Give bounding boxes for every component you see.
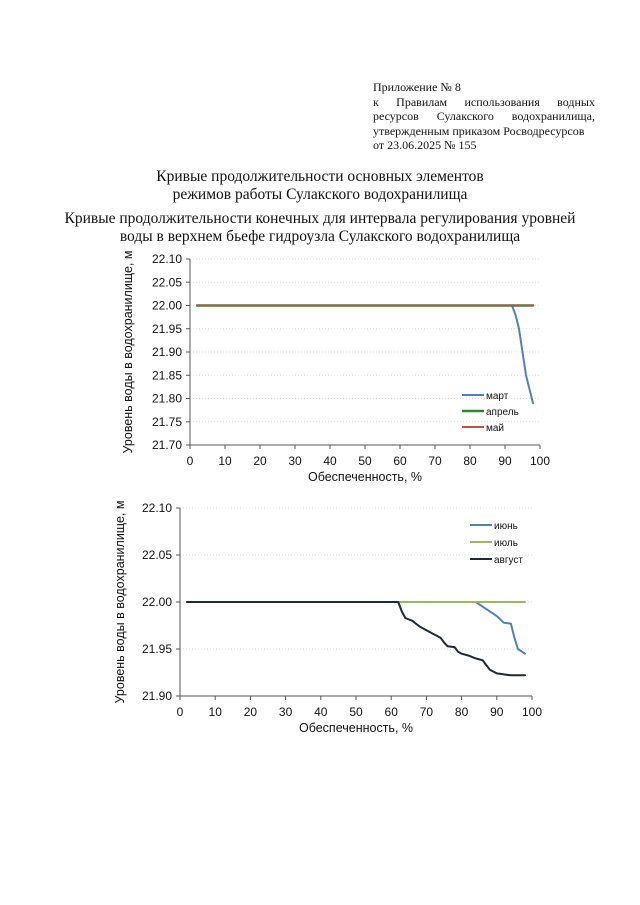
page-title-line-2: режимов работы Сулакского водохранилища [172, 186, 468, 203]
appendix-number: Приложение № 8 [373, 80, 461, 94]
chart2-x-tick-label: 50 [349, 705, 363, 719]
appendix-line-date: от 23.06.2025 № 155 [373, 138, 477, 152]
appendix-header [373, 80, 595, 153]
page-title [0, 168, 640, 204]
chart1-series-line-1 [197, 306, 533, 404]
chart2-y-tick-label: 22.00 [141, 595, 172, 609]
chart2-x-tick-label: 40 [314, 705, 328, 719]
chart2-y-tick-label: 21.90 [141, 689, 172, 703]
chart1-x-tick-label: 40 [323, 454, 337, 468]
chart1-y-tick-label: 21.80 [151, 391, 182, 406]
page-title-line-1: Кривые продолжительности основных элементов [156, 168, 484, 185]
chart-march-may [0, 245, 640, 490]
chart1-y-tick-label: 22.10 [151, 252, 182, 266]
chart2-x-axis-title: Обеспеченность, % [298, 721, 414, 735]
chart2-legend-label-3: август [494, 555, 523, 566]
chart1-x-tick-label: 50 [358, 454, 372, 468]
chart2-x-tick-label: 0 [176, 705, 184, 719]
chart2-x-tick-label: 20 [243, 705, 258, 719]
chart1-x-tick-label: 60 [393, 454, 407, 468]
chart1-x-tick-label: 10 [218, 454, 232, 468]
chart1-y-tick-label: 21.75 [151, 414, 182, 429]
chart1-y-tick-label: 22.05 [151, 275, 182, 290]
chart2-y-tick-label: 22.05 [141, 548, 172, 562]
chart1-x-tick-label: 80 [463, 454, 477, 468]
chart2-x-tick-label: 80 [454, 705, 469, 719]
chart1-x-tick-label: 100 [529, 454, 551, 468]
section-title-line-1: Кривые продолжительности конечных для интервала регулирования уровней [64, 210, 576, 227]
chart2-x-tick-label: 30 [278, 705, 293, 719]
chart2-y-axis-title: Уровень воды в водохранилище, м [113, 500, 127, 704]
chart2-x-tick-label: 90 [490, 705, 504, 719]
chart1-x-tick-label: 90 [498, 454, 512, 468]
chart1-x-tick-label: 30 [288, 454, 302, 468]
chart1-legend-label-2: апрель [486, 407, 519, 418]
appendix-line-order: утвержденным приказом Росводресурсов [373, 123, 585, 138]
chart1-y-tick-label: 21.90 [151, 345, 182, 359]
chart-june-august [0, 495, 640, 750]
chart2-y-tick-label: 21.95 [141, 642, 172, 656]
chart2-x-tick-label: 10 [208, 705, 222, 719]
chart2-x-tick-label: 100 [521, 705, 543, 719]
chart1-legend-label-1: март [486, 391, 509, 402]
appendix-line-reservoir: ресурсов Сулакского водохранилища, [373, 109, 595, 123]
chart1-y-tick-label: 21.85 [151, 368, 182, 383]
chart1-y-axis-title: Уровень воды в водохранилище, м [121, 250, 135, 454]
chart1-y-tick-label: 21.70 [151, 438, 182, 452]
section-title-line-2: воды в верхнем бьефе гидроузла Сулакского водохранилища [119, 228, 521, 245]
chart1-legend-label-3: май [486, 423, 505, 434]
chart1-x-tick-label: 20 [253, 454, 267, 468]
appendix-line-rules: к Правилам использования водных [373, 94, 595, 109]
chart2-series-line-3 [187, 602, 525, 675]
chart2-series-line-1 [187, 602, 525, 654]
chart2-x-tick-label: 70 [419, 705, 434, 719]
chart1-y-tick-label: 22.00 [151, 298, 182, 313]
chart2-legend-label-1: июнь [494, 521, 518, 532]
chart1-x-axis-title: Обеспеченность, % [307, 470, 423, 484]
chart2-x-tick-label: 60 [384, 705, 398, 719]
chart1-y-tick-label: 21.95 [151, 321, 182, 336]
chart1-x-tick-label: 70 [428, 454, 442, 468]
section-title [0, 210, 640, 246]
chart1-x-tick-label: 0 [186, 454, 194, 468]
chart2-y-tick-label: 22.10 [141, 501, 172, 515]
chart2-legend-label-2: июль [494, 538, 518, 549]
